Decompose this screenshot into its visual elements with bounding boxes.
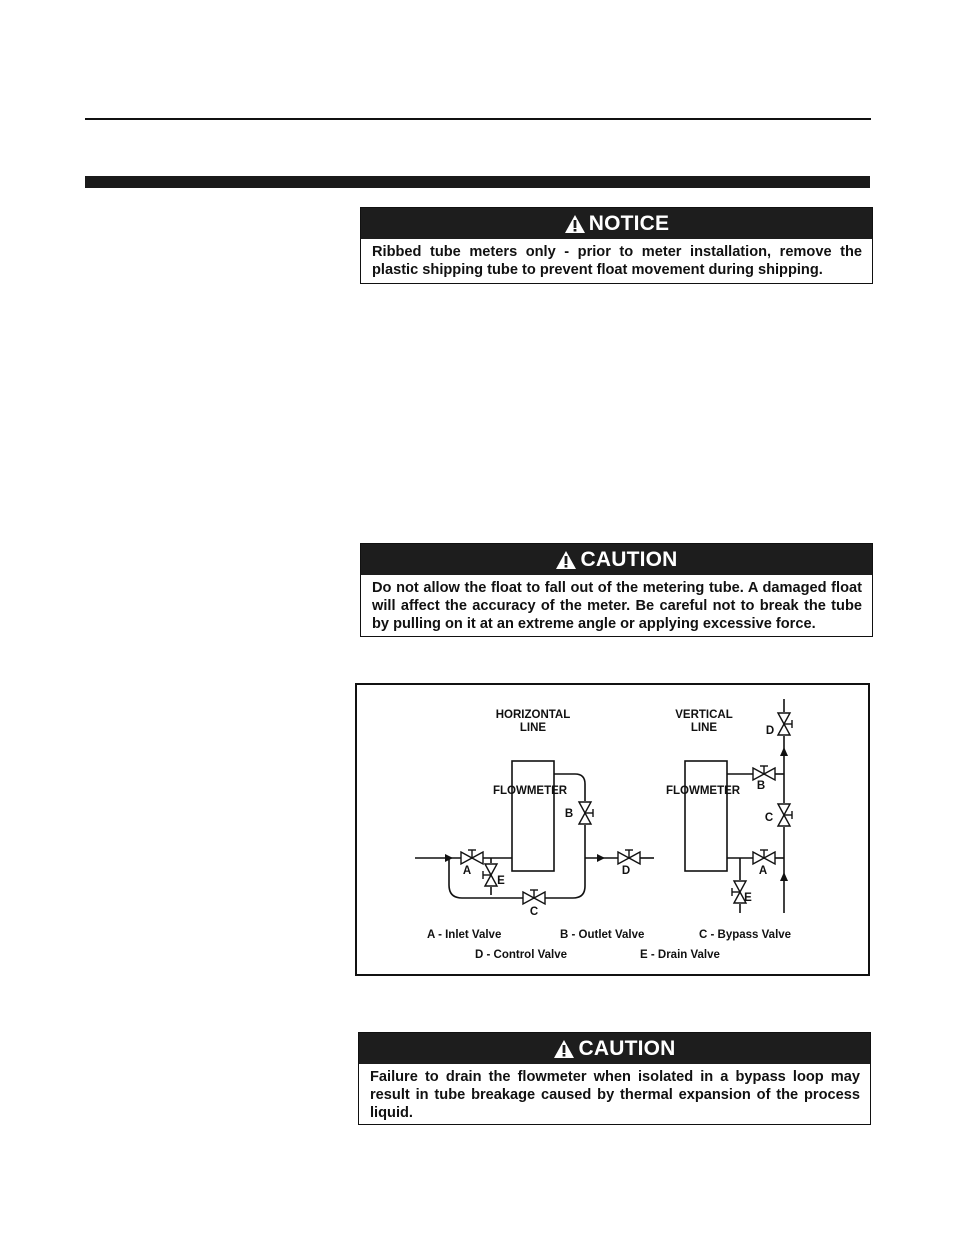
horizontal-piping: [415, 761, 654, 898]
legend-bypass-valve: C - Bypass Valve: [699, 929, 792, 941]
warning-icon: [555, 550, 577, 570]
vertical-valve-e-label: E: [744, 892, 752, 904]
legend-outlet-valve: B - Outlet Valve: [560, 929, 645, 941]
legend-control-valve: D - Control Valve: [475, 949, 568, 961]
vertical-valve-c-label: C: [764, 812, 774, 824]
horizontal-title: HORIZONTAL: [495, 709, 571, 721]
header-rule: [85, 118, 871, 120]
caution-text: Do not allow the float to fall out of the metering tube. A damaged float will affect the accuracy of the meter. Be careful not to break the tube by pulling on it at an extreme angle or applying excessive force.: [372, 580, 862, 632]
vertical-title: VERTICAL: [675, 709, 733, 721]
valve-c-label: C: [529, 906, 539, 918]
vertical-title-line: LINE: [690, 722, 718, 734]
vertical-valve-b-label: B: [756, 780, 766, 792]
notice-text: Ribbed tube meters only - prior to meter installation, remove the plastic shipping tube to prevent float movement during shipping.: [372, 244, 862, 278]
caution-box-drain: [358, 1032, 871, 1125]
piping-diagram: [357, 685, 868, 974]
notice-box: [360, 207, 873, 284]
notice-header: [361, 208, 872, 239]
caution-header: [359, 1033, 870, 1064]
horizontal-title-line: LINE: [519, 722, 547, 734]
valve-d-label: D: [621, 865, 631, 877]
legend-drain-valve: E - Drain Valve: [640, 949, 720, 961]
vertical-valve-a-label: A: [758, 865, 768, 877]
caution-title: CAUTION: [578, 1036, 676, 1060]
caution-box-float: [360, 543, 873, 637]
installation-diagram: [355, 683, 870, 976]
notice-title: NOTICE: [588, 211, 670, 235]
warning-icon: [553, 1039, 575, 1059]
valve-b-label: B: [564, 808, 574, 820]
legend-inlet-valve: A - Inlet Valve: [427, 929, 502, 941]
caution-text: Failure to drain the flowmeter when isolated in a bypass loop may result in tube breakage caused by thermal expansion of the process liquid.: [370, 1069, 860, 1121]
caution-title: CAUTION: [580, 547, 678, 571]
valve-e-label: E: [497, 875, 505, 887]
valve-a-label: A: [462, 865, 472, 877]
section-bar: [85, 176, 870, 188]
vertical-flowmeter-label: FLOWMETER: [666, 785, 741, 797]
warning-icon: [564, 214, 586, 234]
caution-header: [361, 544, 872, 575]
vertical-valve-d-label: D: [765, 725, 775, 737]
horizontal-flowmeter-label: FLOWMETER: [493, 785, 568, 797]
